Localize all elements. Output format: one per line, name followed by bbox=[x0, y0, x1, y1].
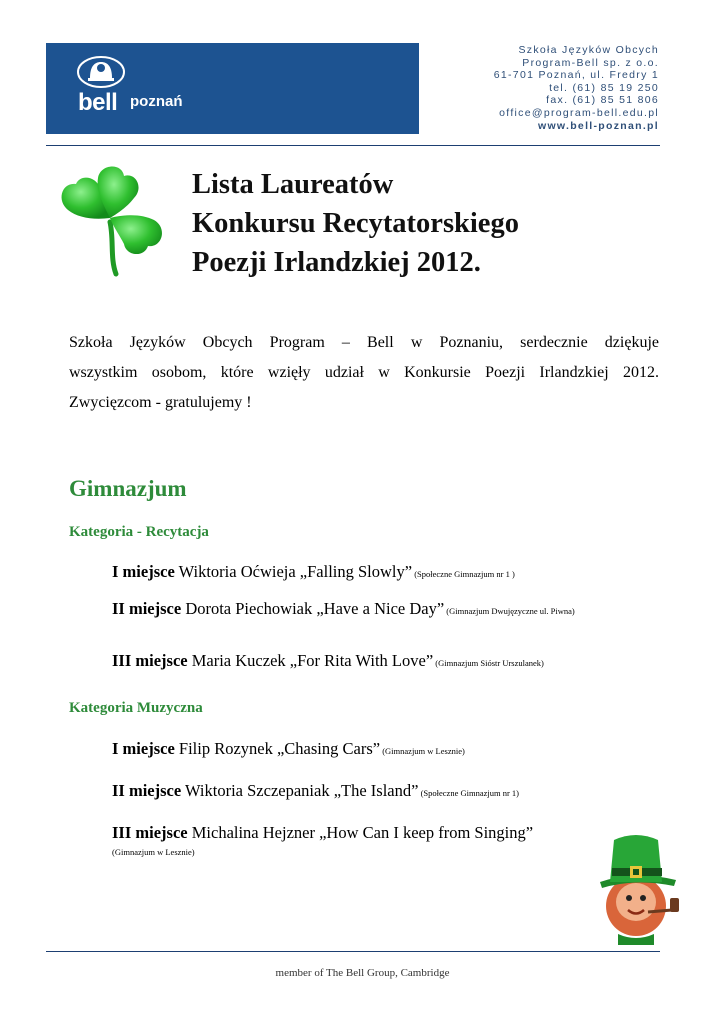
shamrock-icon bbox=[50, 160, 172, 278]
winner-place: II miejsce bbox=[112, 599, 182, 618]
winner-school: (Gimnazjum Dwujęzyczne ul. Piwna) bbox=[444, 606, 575, 616]
winner-name: Dorota Piechowiak „Have a Nice Day” bbox=[181, 599, 445, 618]
intro-line: wszystkim osobom, które wzięły udział w Konkursie Poezji Irlandzkiej 2012. bbox=[69, 364, 659, 381]
winner-school: (Gimnazjum w Lesznie) bbox=[380, 746, 465, 756]
bell-logo-icon bbox=[76, 55, 128, 89]
winner-entry bbox=[112, 563, 632, 583]
contact-line: tel. (61) 85 19 250 bbox=[549, 81, 659, 94]
contact-line: Szkoła Języków Obcych bbox=[518, 44, 659, 56]
category-title: Kategoria Muzyczna bbox=[69, 700, 203, 716]
brand-city: poznań bbox=[130, 93, 183, 110]
winner-school: (Gimnazjum Sióstr Urszulanek) bbox=[433, 658, 544, 668]
winner-place: III miejsce bbox=[112, 823, 188, 842]
page-title bbox=[192, 165, 519, 282]
title-line: Lista Laureatów bbox=[192, 169, 394, 200]
category-title: Kategoria - Recytacja bbox=[69, 524, 209, 540]
winner-school: (Społeczne Gimnazjum nr 1) bbox=[418, 788, 520, 798]
winner-place: III miejsce bbox=[112, 651, 188, 670]
title-line: Poezji Irlandzkiej 2012. bbox=[192, 247, 481, 278]
winner-name: Maria Kuczek „For Rita With Love” bbox=[187, 651, 434, 670]
winner-place: II miejsce bbox=[112, 781, 182, 800]
brand-name: bell bbox=[78, 89, 118, 116]
winner-entry bbox=[112, 824, 602, 861]
winner-name: Wiktoria Szczepaniak „The Island” bbox=[181, 781, 419, 800]
contact-line: 61-701 Poznań, ul. Fredry 1 bbox=[493, 69, 659, 82]
contact-email[interactable]: office@program-bell.edu.pl bbox=[499, 106, 659, 119]
winner-name: Filip Rozynek „Chasing Cars” bbox=[174, 739, 381, 758]
winner-place: I miejsce bbox=[112, 739, 175, 758]
winner-name: Wiktoria Oćwieja „Falling Slowly” bbox=[174, 562, 413, 581]
winner-school: (Społeczne Gimnazjum nr 1 ) bbox=[412, 569, 515, 579]
winner-name: Michalina Hejzner „How Can I keep from Singing” bbox=[187, 823, 534, 842]
contact-line: fax. (61) 85 51 806 bbox=[546, 94, 659, 107]
title-line: Konkursu Recytatorskiego bbox=[192, 208, 519, 239]
footer-text: member of The Bell Group, Cambridge bbox=[275, 967, 450, 979]
contact-line: Program-Bell sp. z o.o. bbox=[522, 56, 659, 69]
website-link[interactable]: www.bell-poznan.pl bbox=[537, 119, 659, 132]
winner-entry bbox=[112, 740, 632, 760]
winner-entry bbox=[112, 652, 632, 672]
contact-block bbox=[494, 44, 659, 132]
intro-paragraph bbox=[69, 328, 659, 418]
top-divider bbox=[46, 145, 660, 146]
intro-line: Szkoła Języków Obcych Program – Bell w Poznaniu, serdecznie dziękuje bbox=[69, 334, 659, 351]
intro-line: Zwycięzcom - gratulujemy ! bbox=[69, 394, 252, 411]
section-title: Gimnazjum bbox=[69, 476, 187, 501]
winner-school: (Gimnazjum w Lesznie) bbox=[112, 847, 195, 857]
bell-logo bbox=[74, 55, 204, 125]
bottom-divider bbox=[46, 951, 660, 952]
winner-entry bbox=[112, 782, 632, 802]
winner-place: I miejsce bbox=[112, 562, 175, 581]
winner-entry bbox=[112, 600, 632, 620]
leprechaun-icon bbox=[590, 830, 690, 945]
